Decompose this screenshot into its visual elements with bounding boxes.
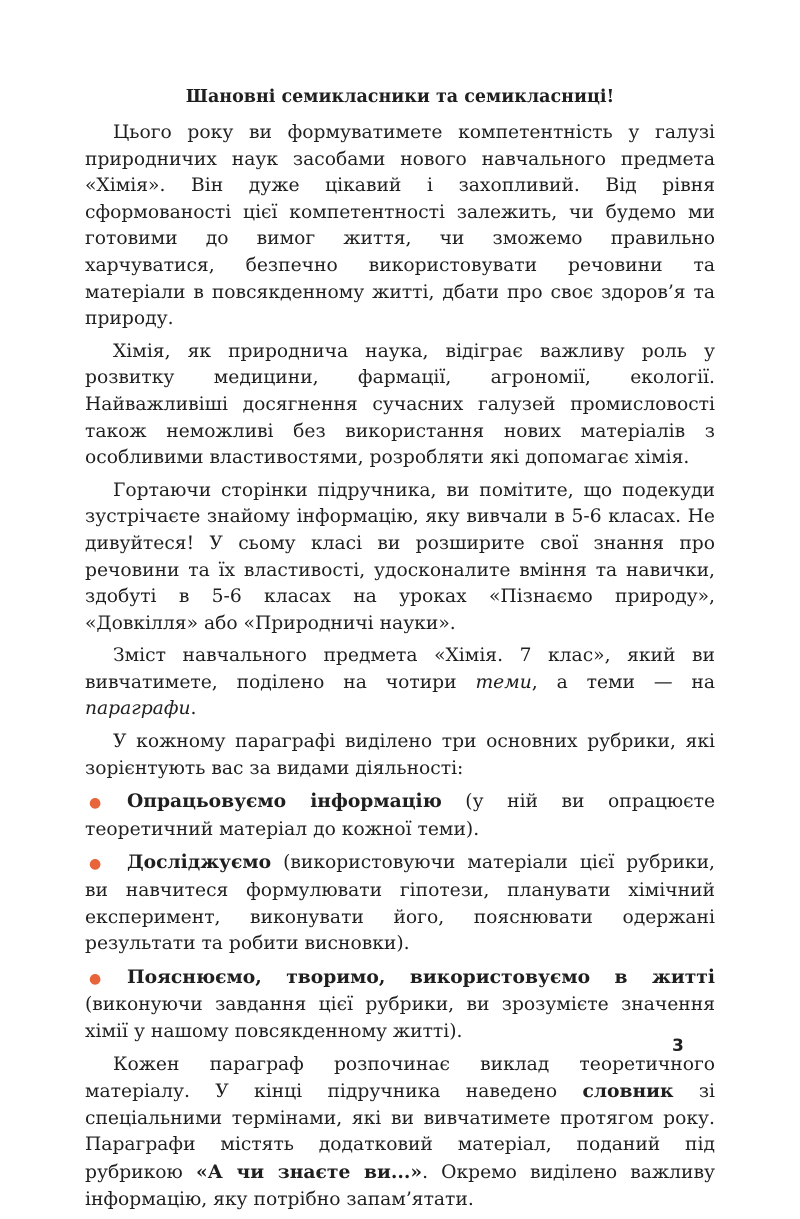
list-item: ● Досліджуємо (використовуючи матеріали цієї рубрики, ви навчитеся формулювати гіпотези, планувати хімічний експеримент, виконувати його, пояснювати одержані результати та робити висновки). bbox=[85, 851, 715, 955]
paragraph-textbook-pages: Гортаючи сторінки підручника, ви помітите, що подекуди зустрічаєте знайому інформацію, яку вивчали в 5-6 класах. Не дивуйтеся! У сьому класі ви розширите свої знання про речовини та їх властивості, удосконалите вміння та навички, здобуті в 5-6 класах на уроках «Пізнаємо природу», «Довкілля» або «Природничі науки». bbox=[85, 479, 715, 634]
list-item: ● Опрацьовуємо інформацію (у ній ви опрацюєте теоретичний матеріал до кожної теми). bbox=[85, 790, 716, 840]
term-glossary: словник bbox=[582, 1080, 674, 1103]
paragraph-glossary: Кожен параграф розпочинає виклад теоретичного матеріалу. У кінці підручника наведено словник зі спеціальними термінами, які ви вивчатимете протягом року. Параграфи містять додатковий матеріал, поданий під рубрикою «А чи знаєте ви...». Окремо виділено важливу інформацію, яку потрібно запам’ятати. bbox=[85, 1053, 715, 1210]
page-title: Шановні семикласники та семикласниці! bbox=[185, 87, 615, 107]
term-themes: теми bbox=[475, 671, 532, 693]
bullet-icon: ● bbox=[89, 795, 102, 812]
paragraph-rubrics: У кожному параграфі виділено три основних рубрики, які зорієнтують вас за видами діяльності: bbox=[85, 731, 715, 779]
term-paragraphs: параграфи bbox=[85, 698, 191, 720]
page-content bbox=[85, 84, 715, 1219]
page-number: 3 bbox=[672, 1036, 684, 1056]
rubric-did-you-know: «А чи знаєте ви...» bbox=[195, 1160, 423, 1183]
paragraph-intro: Цього року ви формуватимете компетентність у галузі природничих наук засобами нового навчального предмета «Хімія». Він дуже цікавий і захопливий. Від рівня сформованості цієї компетентності залежить, чи будемо ми готовими до вимог життя, чи зможемо правильно харчуватися, безпечно використовувати речовини та матеріали в повсякденному житті, дбати про своє здоров’я та природу. bbox=[85, 122, 715, 330]
rubric-name: Досліджуємо bbox=[127, 851, 272, 874]
rubric-name: Опрацьовуємо інформацію bbox=[127, 790, 442, 813]
bullet-icon: ● bbox=[89, 970, 102, 987]
rubric-name: Пояснюємо, творимо, використовуємо в житті bbox=[127, 965, 715, 988]
paragraph-chemistry-role: Хімія, як природнича наука, відіграє важливу роль у розвитку медицини, фармації, агрономії, екології. Найважливіші досягнення сучасних галузей промисловості також неможливі без використання нових матеріалів з особливими властивостями, розробляти які допомагає хімія. bbox=[85, 340, 715, 469]
bullet-icon: ● bbox=[89, 856, 102, 873]
list-item: ● Пояснюємо, творимо, використовуємо в житті (виконуючи завдання цієї рубрики, ви зрозумієте значення хімії у нашому повсякденному житті). bbox=[85, 965, 715, 1042]
paragraph-content-structure: Зміст навчального предмета «Хімія. 7 клас», який ви вивчатимете, поділено на чотири теми, а теми — на параграфи. bbox=[85, 645, 715, 720]
